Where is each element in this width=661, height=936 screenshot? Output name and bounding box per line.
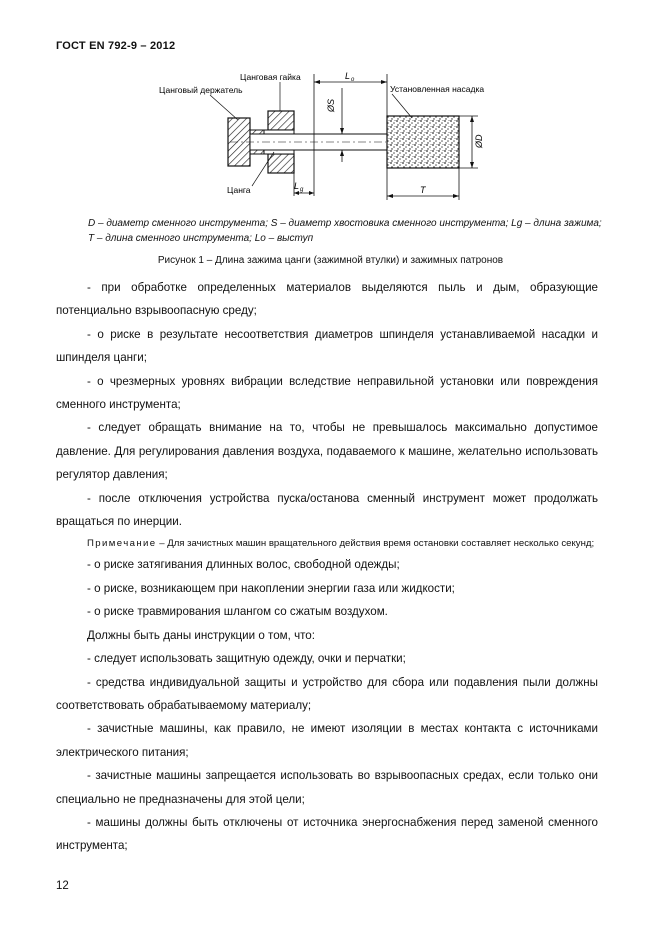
paragraph: - машины должны быть отключены от источника энергоснабжения перед заменой сменного инструмента; — [56, 815, 598, 853]
note-text: – Для зачистных машин вращательного действия время остановки составляет несколько секунд; — [156, 538, 595, 550]
document-header: ГОСТ EN 792-9 – 2012 — [56, 40, 176, 52]
paragraph: - о чрезмерных уровнях вибрации вследствие неправильной установки или повреждения сменного инструмента; — [56, 374, 598, 412]
paragraph: - о риске в результате несоответствия диаметров шпинделя устанавливаемой насадки и шпинделя цанги; — [56, 327, 598, 365]
paragraph: - следует обращать внимание на то, чтобы не превышалось максимально допустимое давление. Для регулирования давления воздуха, подаваемого к машине, желательно использовать регулятор давления; — [56, 421, 598, 482]
figure-title: Рисунок 1 – Длина зажима цанги (зажимной втулки) и зажимных патронов — [157, 255, 504, 266]
shank-diameter-label: ØS — [326, 98, 336, 112]
paragraph: - зачистные машины, как правило, не имеют изоляции в местах контакта с источниками электрического питания; — [56, 722, 598, 759]
figure-caption: D – диаметр сменного инструмента; S – диаметр хвостовика сменного инструмента; Lg – длина зажима; T – длина сменного инструмента; Lo – выступ — [88, 218, 602, 244]
mounted-tool-label: Установленная насадка — [390, 84, 485, 94]
note-label: Примечание — [87, 538, 157, 550]
paragraph: - о риске, возникающем при накоплении энергии газа или жидкости; — [87, 581, 455, 595]
paragraph: Должны быть даны инструкции о том, что: — [87, 628, 315, 642]
lo-subscript: o — [351, 77, 355, 83]
collet-diagram — [150, 66, 510, 206]
collet-label: Цанга — [227, 185, 251, 195]
paragraph: - о риске затягивания длинных волос, свободной одежды; — [87, 558, 400, 572]
lg-subscript: g — [300, 187, 304, 193]
paragraph: - средства индивидуальной защиты и устройство для сбора или подавления пыли должны соответствовать обрабатываемому материалу; — [56, 675, 598, 712]
collet-nut-label: Цанговая гайка — [240, 72, 301, 82]
body-text — [56, 276, 598, 858]
paragraph: - после отключения устройства пуска/останова сменный инструмент может продолжать вращаться по инерции. — [56, 491, 598, 529]
length-t-label: T — [420, 185, 426, 195]
paragraph: - о риске травмирования шлангом со сжатым воздухом. — [87, 605, 388, 619]
paragraph: - следует использовать защитную одежду, очки и перчатки; — [87, 652, 406, 666]
tool-diameter-label: ØD — [474, 134, 484, 148]
note — [56, 538, 598, 550]
lo-label: L — [345, 71, 351, 81]
page-number: 12 — [56, 880, 69, 892]
collet-holder-label: Цанговый держатель — [159, 85, 243, 95]
lg-label: L — [294, 181, 300, 191]
paragraph: - при обработке определенных материалов выделяются пыль и дым, образующие потенциально взрывоопасную среду; — [56, 281, 598, 318]
paragraph: - зачистные машины запрещается использовать во взрывоопасных средах, если только они специально не предназначены для этой цели; — [56, 769, 598, 806]
